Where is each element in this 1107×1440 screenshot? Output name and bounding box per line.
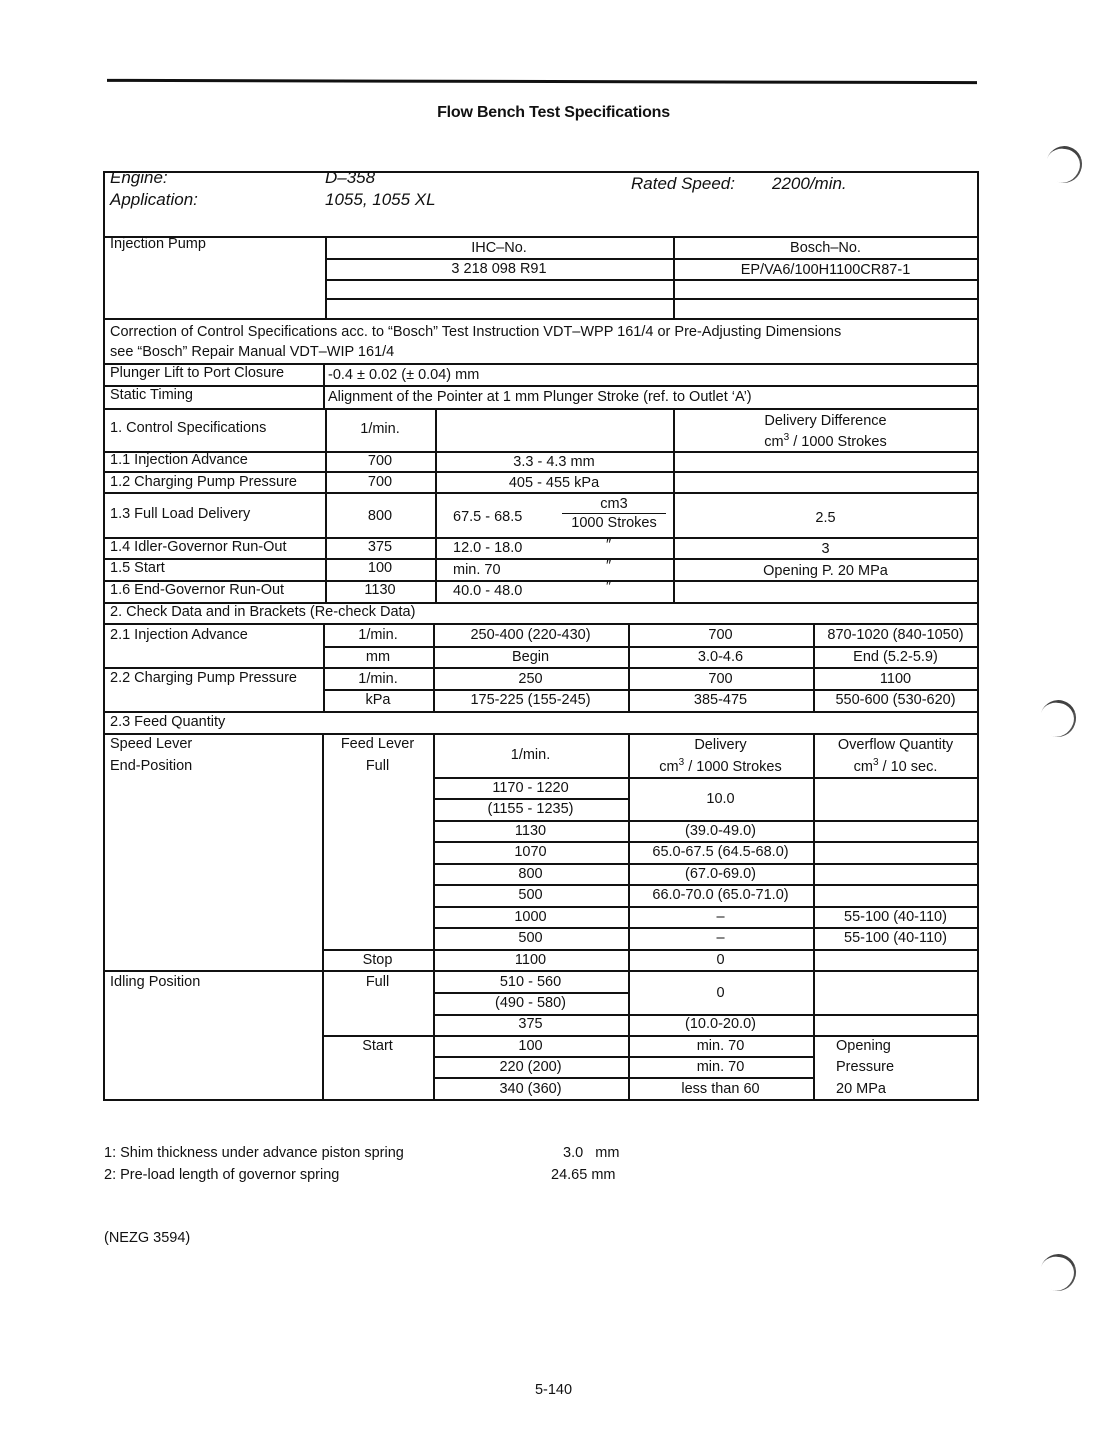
stop-delivery: 0 (716, 952, 725, 968)
col-delivery-header: Delivery (694, 737, 747, 753)
ihc-header: IHC–No. (471, 240, 527, 256)
row-speed: 800 (367, 508, 393, 524)
footnote-1-value: 3.0 mm (563, 1145, 620, 1161)
cell: mm (365, 649, 391, 665)
top-rule (107, 79, 977, 84)
row-label: 1.6 End-Governor Run-Out (110, 582, 285, 598)
feed-speed: 1130 (514, 823, 547, 839)
correction-note-line1: Correction of Control Specifications acc. to “Bosch” Test Instruction VDT–WPP 161/4 or Pre-Adjusting Dimensions (110, 324, 842, 340)
ihc-number: 3 218 098 R91 (451, 261, 547, 277)
feed-delivery: 10.0 (706, 791, 735, 807)
idling-delivery: 0 (716, 985, 725, 1001)
cell: Begin (511, 649, 550, 665)
idling-speed-recheck: (490 - 580) (495, 995, 566, 1011)
injection-pump-label: Injection Pump (110, 236, 206, 252)
col-overflow-unit: $cm^3 / 10$ sec. (853, 757, 938, 775)
row-value: min. 70 (453, 562, 501, 578)
cell: 1/min. (358, 671, 398, 687)
check-data-heading: 2. Check Data and in Brackets (Re-check Data) (110, 604, 416, 620)
feed-delivery: (67.0-69.0) (685, 866, 756, 882)
row-label: 1.3 Full Load Delivery (110, 506, 251, 522)
speed-lever-label: Speed Lever (110, 736, 193, 752)
page-title: Flow Bench Test Specifications (437, 104, 670, 121)
ditto-mark: ″ (606, 558, 612, 574)
row-speed: 375 (367, 539, 393, 555)
footnote-2-text: 2: Pre-load length of governor spring (104, 1167, 340, 1183)
row-value: 12.0 - 18.0 (453, 540, 523, 556)
start-delivery: less than 60 (681, 1081, 760, 1097)
cell: 250 (518, 671, 543, 687)
cell: End (5.2-5.9) (853, 649, 938, 665)
engine-label: Engine: (110, 168, 168, 187)
col-delivery-unit: $cm^3 / 1000$ Strokes (659, 757, 782, 775)
row-value: 40.0 - 48.0 (453, 583, 523, 599)
feed-overflow: 55-100 (40-110) (844, 930, 947, 946)
col-speed-header: 1/min. (510, 747, 551, 763)
feed-delivery: 66.0-70.0 (65.0-71.0) (652, 887, 789, 903)
start-speed: 220 (200) (499, 1059, 562, 1075)
static-timing-label: Static Timing (110, 387, 193, 403)
feed-delivery: 65.0-67.5 (64.5-68.0) (652, 844, 789, 860)
start-speed: 100 (518, 1038, 543, 1054)
plunger-lift-value: -0.4 ± 0.02 (± 0.04) mm (328, 367, 480, 383)
start-speed: 340 (360) (499, 1081, 562, 1097)
rated-speed-value: 2200/min. (772, 174, 847, 193)
start-delivery: min. 70 (696, 1059, 745, 1075)
feed-speed: 1000 (514, 909, 547, 925)
row-label: 1.5 Start (110, 560, 165, 576)
static-timing-value: Alignment of the Pointer at 1 mm Plunger Stroke (ref. to Outlet ‘A’) (328, 389, 752, 405)
cell: 700 (708, 671, 733, 687)
row-value: 405 - 455 kPa (508, 475, 600, 491)
bosch-number: EP/VA6/100H1100CR87-1 (740, 262, 911, 278)
row-speed: 1130 (364, 582, 396, 598)
row-value: 3.3 - 4.3 mm (513, 454, 595, 470)
row-speed: 100 (367, 560, 393, 576)
feed-lever-full: Full (365, 758, 390, 774)
correction-note-line2: see “Bosch” Repair Manual VDT–WIP 161/4 (110, 344, 395, 360)
start-delivery: min. 70 (696, 1038, 745, 1054)
bosch-header: Bosch–No. (790, 240, 861, 256)
cell: kPa (365, 692, 391, 708)
feed-speed: 1170 - 1220 (492, 780, 569, 796)
row-label: 1.1 Injection Advance (110, 452, 248, 468)
page-number: 5-140 (534, 1382, 573, 1398)
stop-speed: 1100 (514, 952, 547, 968)
idling-speed: 510 - 560 (499, 974, 562, 990)
row-speed: 700 (367, 453, 393, 469)
binder-hole-mark (1035, 1249, 1081, 1296)
reference-code: (NEZG 3594) (104, 1230, 191, 1246)
injection-advance-label: 2.1 Injection Advance (110, 627, 248, 643)
application-label: Application: (110, 190, 198, 209)
cell: 870-1020 (840-1050) (827, 627, 964, 643)
row-label: 1.2 Charging Pump Pressure (110, 474, 297, 490)
cell: 175-225 (155-245) (470, 692, 591, 708)
idling-full-label: Full (365, 974, 390, 990)
binder-hole-mark (1035, 695, 1081, 742)
feed-overflow: 55-100 (40-110) (844, 909, 947, 925)
cell: 385-475 (693, 692, 748, 708)
stop-label: Stop (362, 952, 393, 968)
feed-lever-label: Feed Lever (340, 736, 415, 752)
ditto-mark: ″ (606, 537, 612, 553)
col-overflow-header: Overflow Quantity (837, 737, 954, 753)
engine-value: D–358 (325, 168, 376, 187)
end-position-label: End-Position (110, 758, 193, 774)
feed-delivery: – (716, 930, 725, 946)
feed-speed-recheck: (1155 - 1235) (487, 801, 574, 817)
rated-speed-label: Rated Speed: (631, 174, 735, 193)
control-specs-heading: 1. Control Specifications (110, 420, 267, 436)
cell: 3.0-4.6 (697, 649, 744, 665)
row-diff: 3 (821, 541, 830, 557)
opening-pressure-line3: 20 MPa (836, 1081, 886, 1097)
delivery-diff-unit: $cm^3 / 1000$ Strokes (764, 432, 887, 450)
row-speed: 700 (367, 474, 393, 490)
application-value: 1055, 1055 XL (325, 190, 436, 209)
charging-pump-label: 2.2 Charging Pump Pressure (110, 670, 297, 686)
cell: 550-600 (530-620) (835, 692, 956, 708)
feed-speed: 500 (518, 887, 543, 903)
idling-position-label: Idling Position (110, 974, 201, 990)
row-diff: Opening P. 20 MPa (763, 563, 888, 579)
feed-speed: 800 (518, 866, 543, 882)
cell: 250-400 (220-430) (470, 627, 591, 643)
footnote-2-value: 24.65 mm (551, 1167, 616, 1183)
unit-fraction: cm3 1000 Strokes (562, 495, 666, 532)
delivery-diff-header: Delivery Difference (764, 413, 887, 429)
feed-speed: 500 (518, 930, 543, 946)
start-label: Start (362, 1038, 393, 1054)
row-diff: 2.5 (815, 510, 836, 526)
plunger-lift-label: Plunger Lift to Port Closure (110, 365, 285, 381)
feed-quantity-heading: 2.3 Feed Quantity (110, 714, 226, 730)
cell: 1/min. (358, 627, 398, 643)
feed-delivery: – (716, 909, 725, 925)
footnote-1-text: 1: Shim thickness under advance piston spring (104, 1145, 404, 1161)
feed-speed: 1070 (514, 844, 547, 860)
ditto-mark: ″ (606, 579, 612, 595)
feed-delivery: (39.0-49.0) (685, 823, 756, 839)
cell: 1100 (879, 671, 912, 687)
opening-pressure-line2: Pressure (836, 1059, 895, 1075)
row-label: 1.4 Idler-Governor Run-Out (110, 539, 287, 555)
binder-hole-mark (1041, 141, 1087, 188)
row-value: 67.5 - 68.5 (453, 509, 523, 525)
idling-delivery-375: (10.0-20.0) (685, 1016, 756, 1032)
control-specs-unit: 1/min. (360, 421, 400, 437)
opening-pressure-line1: Opening (836, 1038, 891, 1054)
idling-speed-375: 375 (518, 1016, 543, 1032)
cell: 700 (708, 627, 733, 643)
